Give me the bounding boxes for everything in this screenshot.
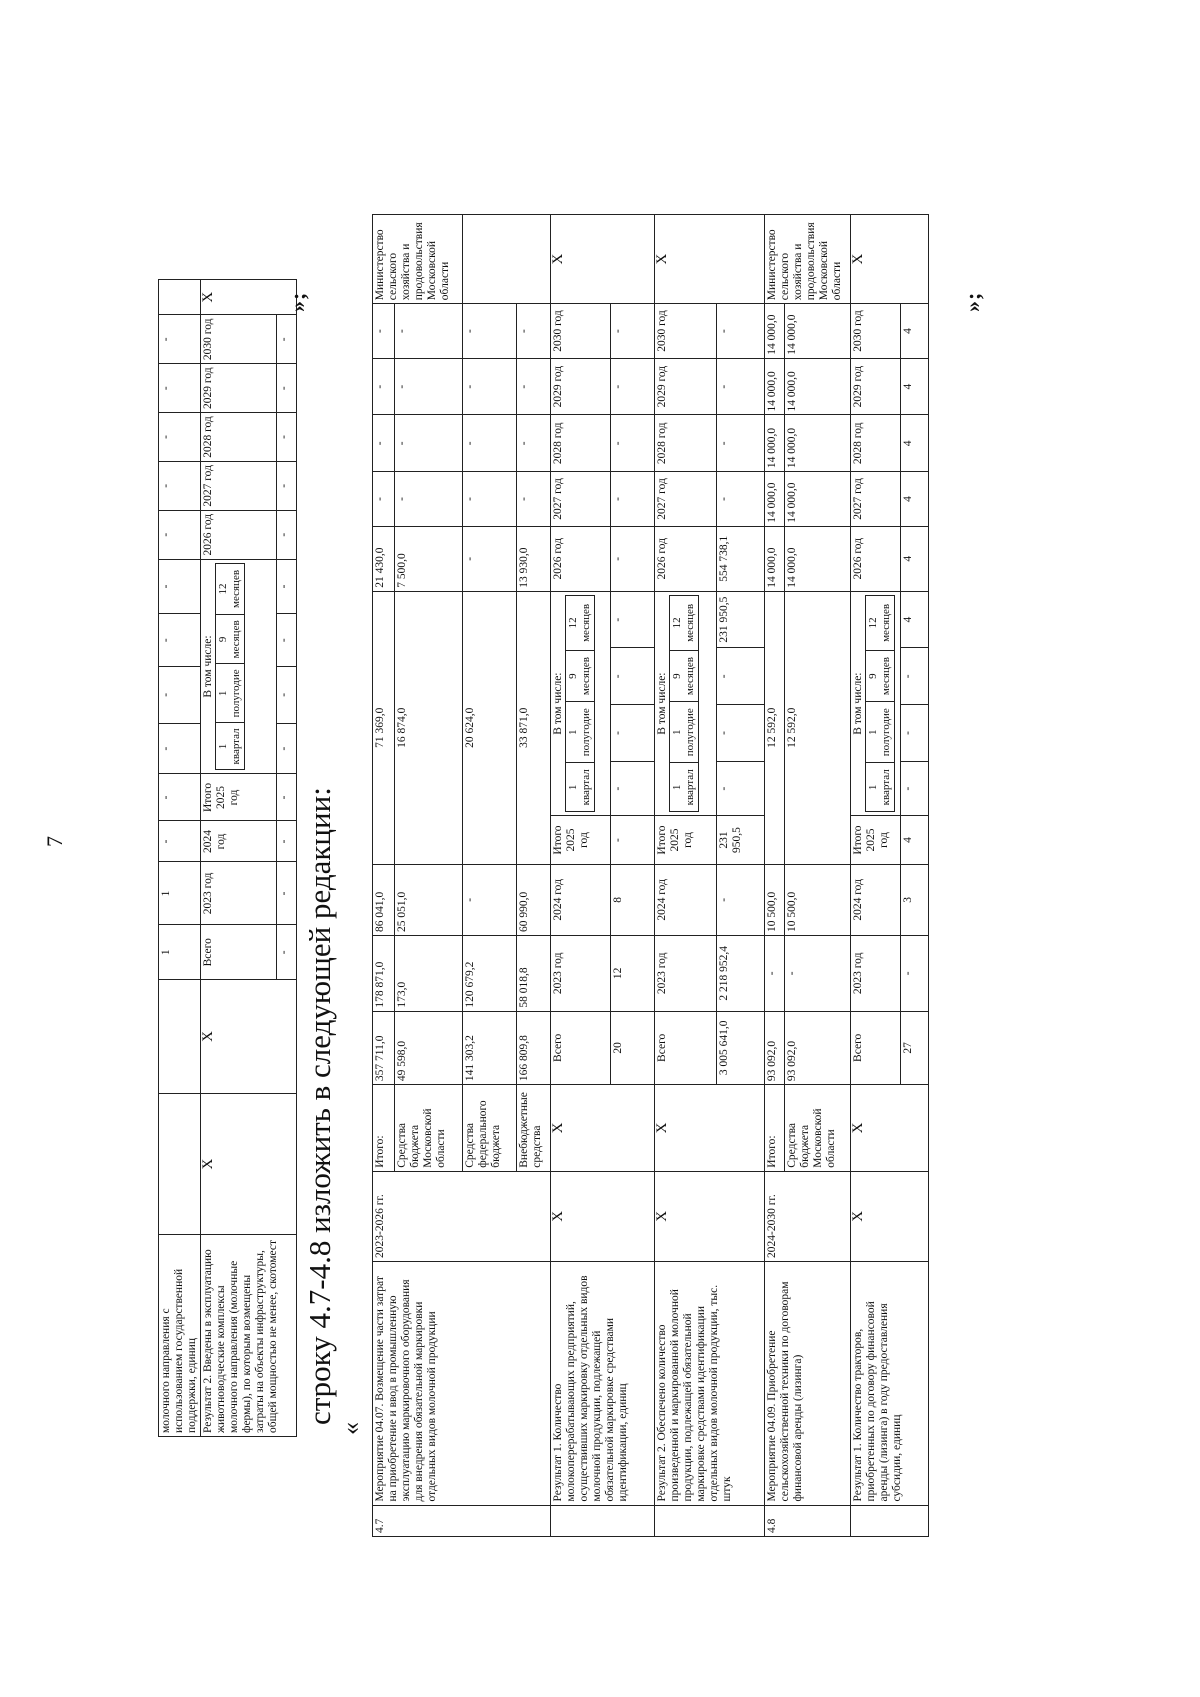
page-number: 7	[42, 836, 67, 847]
row-number: 4.7	[373, 1505, 551, 1536]
result-4-7-1-name: Результат 1. Количество молокоперерабатывающих предприятий, осуществивших маркировку отдельных видов молочной продукции, подлежащей обязательной маркировке средствами идентификации, единиц	[551, 1262, 655, 1506]
executor: Министерство сельского хозяйства и продовольствия Московской области	[765, 215, 851, 304]
section-heading: строку 4.7-4.8 изложить в следующей редакции: «	[302, 787, 365, 1435]
executor: Министерство сельского хозяйства и продовольствия Московской области	[373, 215, 463, 304]
opening-quote: «	[336, 1422, 365, 1435]
period: 2024-2030 гг.	[765, 1171, 851, 1261]
result-4-8-1-name: Результат 1. Количество тракторов, приобретенных по договору финансовой аренды (лизинга) в году предоставления субсидии, единиц	[851, 1262, 929, 1506]
table-cell-text: молочного направления с использованием государственной поддержки, единиц	[159, 1235, 201, 1437]
measure-4-7-name: Мероприятие 04.07. Возмещение части затрат на приобретение и ввод в промышленную эксплуатацию маркировочного оборудования для внедрения обязательной маркировки отдельных видов молочной продукции	[373, 1262, 551, 1506]
result-2-name: Результат 2. Введены в эксплуатацию животноводческие комплексы молочного направления (молочные фермы), по которым возмещены затраты на объекты инфраструктуры, общей мощностью не менее, скотомест	[201, 1235, 297, 1437]
row-number: 4.8	[765, 1505, 851, 1536]
top-continuation-table: молочного направления с использованием государственной поддержки, единиц 1 1 - - - - - - - - - - - Результат 2. Введены в эксплуатацию животноводческие комплексы молочного направления (молочные фермы), по которым возмещены затраты на объекты инфраструктуры, общей мощностью не менее, скотомест X X Всего 2023 год 2024 год Итого 2025 год В том числе: 1 квартал 1 полугодие 9 месяцев 12 месяцев 2026 год 2027 год 2028 год 2029 год 2030 год X - - - - - - - - - - - - -	[158, 279, 297, 1437]
closing-quote-1: »;	[285, 291, 310, 312]
closing-quote-2: »;	[960, 291, 985, 312]
period: 2023-2026 гг.	[373, 1171, 551, 1261]
measure-4-8-name: Мероприятие 04.09. Приобретение сельскохозяйственной техники по договорам финансовой аренды (лизинга)	[765, 1262, 851, 1506]
main-table: 4.7 Мероприятие 04.07. Возмещение части затрат на приобретение и ввод в промышленную эксплуатацию маркировочного оборудования для внедрения обязательной маркировки отдельных видов молочной продукции 2023-2026 гг. Итого: 357 711,0 178 871,0 86 041,0 71 369,0 21 430,0 - - - - Министерство сельского хозяйства и продовольствия Московской области Средства бюджета Московской области 49 598,0 173,0 25 051,0 16 874,0 7 500,0 - - - - Средства федерального бюджета 141 303,2 120 679,2 - 20 624,0 - - - - - Внебюджетные средства 166 809,8 58 018,8 60 990,0 33 871,0 13 930,0 - - - - Результат 1. Количество молокоперерабатывающих предприятий, осуществивших маркировку отдельных видов молочной продукции, подлежащей обязательной маркировке средствами идентификации, единиц X X Всего 2023 год 2024 год Итого 2025 год В том числе: 1 квартал 1 полугодие 9 месяцев 12 месяцев 2026 год 2027 год 2028 год 2029 год 2030 год X 20 12 8 - - - - - - - - - - Результат 2. Обеспечено количество произведенной и маркированной молочной продукции, подлежащей обязательной маркировке средствами идентификации отдельных видов молочной продукции, тыс. штук X X Всего 2023 год 2024 год Итого 2025 год В том числе: 1 квартал 1 полугодие 9 месяцев 12 месяцев 2026 год 2027 год 2028 год 2029 год 2030 год X 3 005 641,0 2 218 952,4 - 231 950,5 - - - 231 950,5 554 738,1 - - - - 4.8 Мероприятие 04.09. Приобретение сельскохозяйственной техники по договорам финансовой аренды (лизинга) 2024-2030 гг. Итого: 93 092,0 - 10 500,0 12 592,0 14 000,0 14 000,0 14 000,0 14 000,0 14 000,0 Министерство сельского хозяйства и продовольствия Московской области Средства бюджета Московской области 93 092,0 - 10 500,0 12 592,0 14 000,0 14 000,0 14 000,0 14 000,0 14 000,0 Результат 1. Количество тракторов, приобретенных по договору финансовой аренды (лизинга) в году предоставления субсидии, единиц X X Всего 2023 год 2024 год Итого 2025 год В том числе: 1 квартал 1 полугодие 9 месяцев 12 месяцев 2026 год 2027 год 2028 год 2029 год 2030 год X 27 - 3 4 - - - 4 4 4 4 4 4	[372, 214, 929, 1537]
result-4-7-2-name: Результат 2. Обеспечено количество произведенной и маркированной молочной продукции, подлежащей обязательной маркировке средствами идентификации отдельных видов молочной продукции, тыс. штук	[655, 1262, 765, 1506]
